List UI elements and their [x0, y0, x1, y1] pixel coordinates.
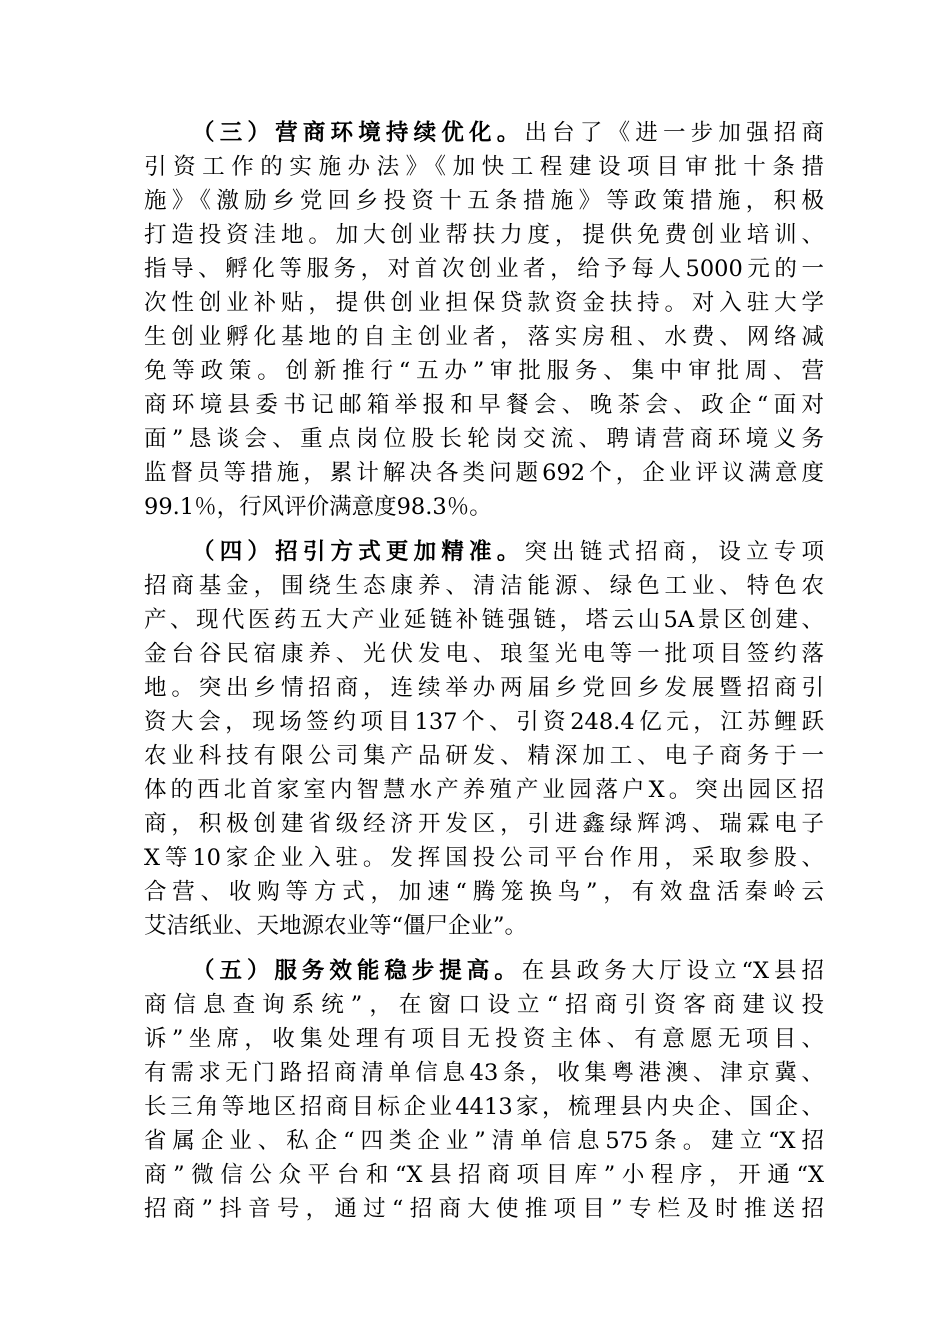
- text-line: 合营、收购等方式，加速“腾笼换鸟”，有效盘活秦岭云: [144, 879, 824, 905]
- text-line: （五）服务效能稳步提高。在县政务大厅设立“X县招: [192, 958, 824, 984]
- text-line: 艾洁纸业、天地源农业等“僵尸企业”。: [144, 913, 528, 939]
- text-line: 省属企业、私企“四类企业”清单信息575条。建立“X招: [144, 1128, 824, 1154]
- text-line: 免等政策。创新推行“五办”审批服务、集中审批周、营: [144, 358, 824, 384]
- text-line: 指导、孵化等服务，对首次创业者，给予每人5000元的一: [144, 256, 824, 282]
- section-heading: （四）招引方式更加精准。: [192, 539, 525, 565]
- text-line: 资大会，现场签约项目137个、引资248.4亿元，江苏鲤跃: [144, 709, 824, 735]
- text-line: X等10家企业入驻。发挥国投公司平台作用，采取参股、: [144, 845, 824, 871]
- text-line: （四）招引方式更加精准。突出链式招商，设立专项: [192, 539, 824, 565]
- text-line: （三）营商环境持续优化。出台了《进一步加强招商: [192, 120, 824, 146]
- text-line: 生创业孵化基地的自主创业者，落实房租、水费、网络减: [144, 324, 824, 350]
- text-line: 招商基金，围绕生态康养、清洁能源、绿色工业、特色农: [144, 573, 824, 599]
- text-line: 长三角等地区招商目标企业4413家，梳理县内央企、国企、: [144, 1094, 824, 1120]
- text-line: 打造投资洼地。加大创业帮扶力度，提供免费创业培训、: [144, 222, 824, 248]
- text-line: 招商”抖音号，通过“招商大使推项目”专栏及时推送招: [144, 1196, 824, 1222]
- text-line: 商环境县委书记邮箱举报和早餐会、晚茶会、政企“面对: [144, 392, 824, 418]
- text-line: 农业科技有限公司集产品研发、精深加工、电子商务于一: [144, 743, 824, 769]
- text-line: 监督员等措施，累计解决各类问题692个，企业评议满意度: [144, 460, 824, 486]
- text-line: 99.1％，行风评价满意度98.3％。: [144, 494, 492, 520]
- text-line: 面”恳谈会、重点岗位股长轮岗交流、聘请营商环境义务: [144, 426, 824, 452]
- text-line: 地。突出乡情招商，连续举办两届乡党回乡发展暨招商引: [144, 675, 824, 701]
- text-line: 引资工作的实施办法》《加快工程建设项目审批十条措: [144, 154, 824, 180]
- text-line: 体的西北首家室内智慧水产养殖产业园落户X。突出园区招: [144, 777, 824, 803]
- text-line: 商，积极创建省级经济开发区，引进鑫绿辉鸿、瑞霖电子: [144, 811, 824, 837]
- section-heading: （五）服务效能稳步提高。: [192, 958, 522, 984]
- section-heading: （三）营商环境持续优化。: [192, 120, 525, 146]
- text-line: 有需求无门路招商清单信息43条，收集粤港澳、津京冀、: [144, 1060, 824, 1086]
- text-line: 次性创业补贴，提供创业担保贷款资金扶持。对入驻大学: [144, 290, 824, 316]
- text-line: 产、现代医药五大产业延链补链强链，塔云山5A景区创建、: [144, 607, 824, 633]
- text-line: 诉”坐席，收集处理有项目无投资主体、有意愿无项目、: [144, 1026, 824, 1052]
- text-line: 商信息查询系统”，在窗口设立“招商引资客商建议投: [144, 992, 824, 1018]
- text-line: 金台谷民宿康养、光伏发电、琅玺光电等一批项目签约落: [144, 641, 824, 667]
- text-line: 商”微信公众平台和“X县招商项目库”小程序，开通“X: [144, 1162, 824, 1188]
- text-line: 施》《激励乡党回乡投资十五条措施》等政策措施，积极: [144, 188, 824, 214]
